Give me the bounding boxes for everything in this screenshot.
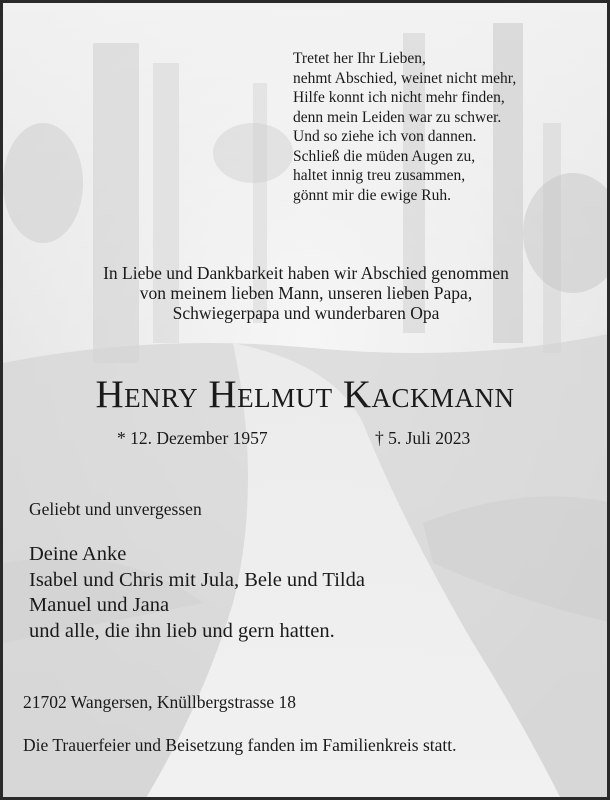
poem-line: Tretet her Ihr Lieben,: [293, 50, 426, 67]
poem-line: Schließ die müden Augen zu,: [293, 147, 476, 165]
poem-line: denn mein Leiden war zu schwer.: [293, 108, 502, 126]
poem-line: gönnt mir die ewige Ruh.: [293, 186, 451, 204]
poem-line: Und so ziehe ich von dannen.: [293, 128, 477, 145]
mourner-line: Deine Anke: [29, 543, 127, 565]
mourners-list: [29, 542, 365, 644]
intro-text: [21, 263, 591, 323]
poem: [293, 49, 516, 205]
intro-line: Schwiegerpapa und wunderbaren Opa: [172, 303, 440, 323]
mourner-line: Isabel und Chris mit Jula, Bele und Tilda: [29, 568, 365, 591]
intro-line: In Liebe und Dankbarkeit haben wir Abschied genommen: [103, 263, 509, 283]
remembrance-line: Geliebt und unvergessen: [29, 499, 202, 519]
obituary-content: [3, 3, 607, 797]
birth-date: * 12. Dezember 1957: [117, 428, 268, 448]
death-date: † 5. Juli 2023: [375, 428, 471, 448]
intro-line: von meinem lieben Mann, unseren lieben Papa,: [139, 283, 473, 303]
poem-line: haltet innig treu zusammen,: [293, 167, 466, 184]
poem-line: Hilfe konnt ich nicht mehr finden,: [293, 89, 505, 106]
funeral-note: Die Trauerfeier und Beisetzung fanden im Familienkreis statt.: [23, 735, 457, 755]
deceased-name: Henry Helmut Kackmann: [95, 373, 515, 416]
mourner-line: Manuel und Jana: [29, 594, 170, 616]
poem-line: nehmt Abschied, weinet nicht mehr,: [293, 69, 517, 87]
address: 21702 Wangersen, Knüllbergstrasse 18: [23, 692, 297, 712]
mourner-line: und alle, die ihn lieb und gern hatten.: [29, 619, 335, 642]
